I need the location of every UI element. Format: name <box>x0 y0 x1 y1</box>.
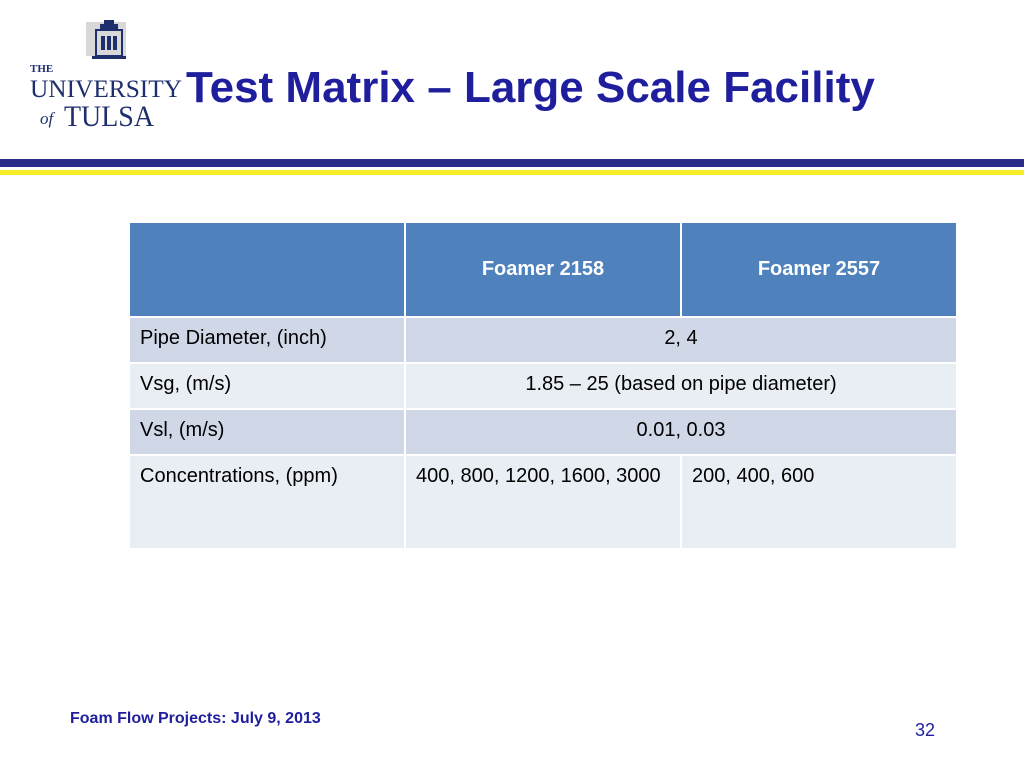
table-row <box>129 409 957 455</box>
footer-text: Foam Flow Projects: July 9, 2013 <box>70 710 321 727</box>
row-label: Vsg, (m/s) <box>129 363 405 409</box>
header-rule-blue <box>0 159 1024 167</box>
header-cell-empty <box>129 222 405 317</box>
table-row <box>129 455 957 549</box>
logo-of-text: of <box>40 109 54 128</box>
tower-icon <box>30 14 190 140</box>
test-matrix-table <box>128 221 958 550</box>
row-label: Vsl, (m/s) <box>129 409 405 455</box>
row-value-foamer-2557: 200, 400, 600 <box>681 455 957 549</box>
logo-the-text: THE <box>30 63 54 75</box>
row-label: Concentrations, (ppm) <box>129 455 405 549</box>
table-header-row <box>129 222 957 317</box>
row-value-foamer-2158: 400, 800, 1200, 1600, 3000 <box>405 455 681 549</box>
header-rule-yellow <box>0 170 1024 175</box>
logo-university-text: UNIVERSITY <box>30 76 182 103</box>
row-merged-value: 0.01, 0.03 <box>405 409 957 455</box>
row-label: Pipe Diameter, (inch) <box>129 317 405 363</box>
table-row <box>129 317 957 363</box>
slide-title: Test Matrix – Large Scale Facility <box>186 63 875 112</box>
header-cell-foamer-2158: Foamer 2158 <box>405 222 681 317</box>
university-of-tulsa-logo <box>30 14 190 140</box>
table-row <box>129 363 957 409</box>
row-merged-value: 2, 4 <box>405 317 957 363</box>
logo-tulsa-text: TULSA <box>64 100 155 133</box>
row-merged-value: 1.85 – 25 (based on pipe diameter) <box>405 363 957 409</box>
header-cell-foamer-2557: Foamer 2557 <box>681 222 957 317</box>
page-number: 32 <box>915 720 936 740</box>
